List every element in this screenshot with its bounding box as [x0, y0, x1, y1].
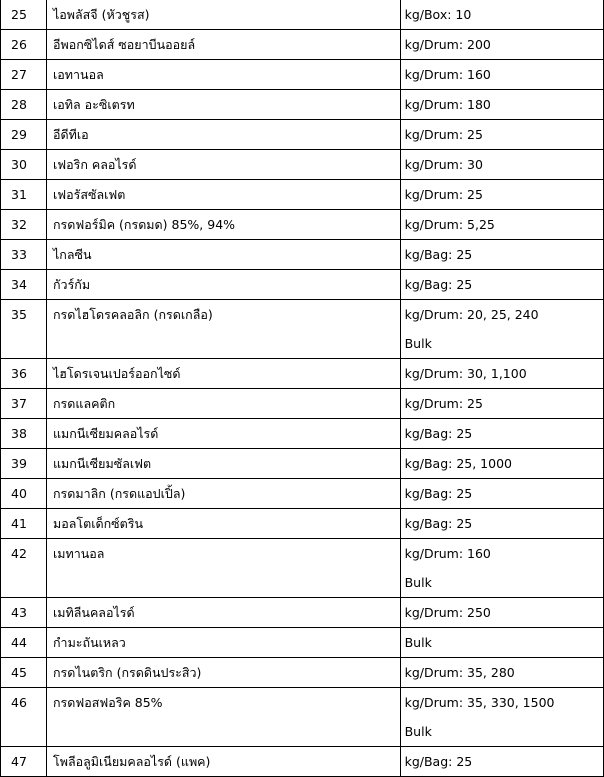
row-number: 31: [1, 180, 47, 210]
product-name: ไกลซีน: [46, 240, 400, 270]
packaging-cell: [400, 120, 603, 150]
table-row: [1, 60, 604, 90]
packaging-line: kg/Bag: 25: [404, 426, 473, 441]
product-name: เอทานอล: [46, 60, 400, 90]
packaging-cell: [400, 60, 603, 90]
table-row: [1, 270, 604, 300]
product-name: กรดแลคติก: [46, 389, 400, 419]
row-number: 43: [1, 598, 47, 628]
packaging-cell: [400, 180, 603, 210]
product-name: ไอพลัสจี (หัวชูรส): [46, 0, 400, 30]
row-number: 26: [1, 30, 47, 60]
product-name: มอลโตเด็กซ์ตริน: [46, 509, 400, 539]
row-number: 36: [1, 359, 47, 389]
packaging-cell: [400, 479, 603, 509]
product-name: เมทานอล: [46, 539, 400, 598]
packaging-cell: [400, 509, 603, 539]
row-number: 47: [1, 747, 47, 777]
packaging-cell: [400, 389, 603, 419]
row-number: 40: [1, 479, 47, 509]
table-row: [1, 180, 604, 210]
packaging-line: kg/Drum: 5,25: [404, 217, 495, 232]
row-number: 30: [1, 150, 47, 180]
packaging-line: kg/Bag: 25: [404, 516, 473, 531]
packaging-line: kg/Bag: 25: [404, 277, 473, 292]
packaging-line: kg/Drum: 20, 25, 240: [404, 307, 539, 322]
product-name: แมกนีเซียมซัลเฟต: [46, 449, 400, 479]
packaging-line: kg/Drum: 160: [404, 546, 491, 561]
row-number: 25: [1, 0, 47, 30]
product-name: กำมะถันเหลว: [46, 628, 400, 658]
row-number: 45: [1, 658, 47, 688]
product-name: อีดีทีเอ: [46, 120, 400, 150]
packaging-line: kg/Drum: 35, 280: [404, 665, 515, 680]
table-row: [1, 120, 604, 150]
packaging-line: kg/Bag: 25, 1000: [404, 456, 512, 471]
packaging-line: kg/Drum: 35, 330, 1500: [404, 695, 555, 710]
product-name: ไฮโดรเจนเปอร์ออกไซด์: [46, 359, 400, 389]
table-row: [1, 688, 604, 747]
table-row: [1, 479, 604, 509]
row-number: 46: [1, 688, 47, 747]
product-name: แมกนีเซียมคลอไรด์: [46, 419, 400, 449]
packaging-line: kg/Box: 10: [404, 7, 472, 22]
packaging-cell: [400, 539, 603, 598]
packaging-line: Bulk: [404, 724, 432, 739]
product-table-body: [1, 0, 604, 777]
product-name: กัวร์กัม: [46, 270, 400, 300]
row-number: 37: [1, 389, 47, 419]
row-number: 42: [1, 539, 47, 598]
row-number: 35: [1, 300, 47, 359]
packaging-cell: [400, 90, 603, 120]
table-row: [1, 539, 604, 598]
product-name: เมทิลีนคลอไรด์: [46, 598, 400, 628]
table-row: [1, 747, 604, 777]
table-row: [1, 359, 604, 389]
packaging-line: Bulk: [404, 635, 432, 650]
row-number: 33: [1, 240, 47, 270]
packaging-line: kg/Bag: 25: [404, 754, 473, 769]
table-row: [1, 509, 604, 539]
row-number: 28: [1, 90, 47, 120]
row-number: 29: [1, 120, 47, 150]
packaging-cell: [400, 598, 603, 628]
product-name: กรดฟอร์มิค (กรดมด) 85%, 94%: [46, 210, 400, 240]
table-row: [1, 210, 604, 240]
packaging-line: Bulk: [404, 336, 432, 351]
packaging-line: kg/Bag: 25: [404, 486, 473, 501]
packaging-line: kg/Drum: 200: [404, 37, 491, 52]
product-name: โพลีอลูมิเนียมคลอไรด์ (แพค): [46, 747, 400, 777]
product-name: เอทิล อะซิเตรท: [46, 90, 400, 120]
table-row: [1, 658, 604, 688]
row-number: 27: [1, 60, 47, 90]
packaging-cell: [400, 359, 603, 389]
packaging-line: kg/Drum: 180: [404, 97, 491, 112]
product-name: กรดไฮโดรคลอลิก (กรดเกลือ): [46, 300, 400, 359]
table-row: [1, 150, 604, 180]
packaging-line: kg/Drum: 30, 1,100: [404, 366, 527, 381]
packaging-cell: [400, 688, 603, 747]
product-name: เฟอรัสซัลเฟต: [46, 180, 400, 210]
table-row: [1, 628, 604, 658]
table-row: [1, 419, 604, 449]
row-number: 44: [1, 628, 47, 658]
packaging-line: kg/Drum: 160: [404, 67, 491, 82]
packaging-cell: [400, 150, 603, 180]
packaging-cell: [400, 240, 603, 270]
table-row: [1, 389, 604, 419]
table-row: [1, 90, 604, 120]
packaging-cell: [400, 300, 603, 359]
table-row: [1, 449, 604, 479]
row-number: 41: [1, 509, 47, 539]
packaging-line: kg/Drum: 25: [404, 127, 483, 142]
packaging-cell: [400, 747, 603, 777]
product-name: กรดไนตริก (กรดดินประสิว): [46, 658, 400, 688]
packaging-cell: [400, 270, 603, 300]
product-name: อีพอกซิไดส์ ซอยาบีนออยล์: [46, 30, 400, 60]
packaging-cell: [400, 30, 603, 60]
packaging-line: kg/Drum: 25: [404, 396, 483, 411]
product-name: เฟอริก คลอไรด์: [46, 150, 400, 180]
packaging-line: kg/Bag: 25: [404, 247, 473, 262]
packaging-cell: [400, 658, 603, 688]
product-name: กรดมาลิก (กรดแอปเปิ้ล): [46, 479, 400, 509]
packaging-cell: [400, 419, 603, 449]
row-number: 38: [1, 419, 47, 449]
packaging-line: Bulk: [404, 575, 432, 590]
packaging-cell: [400, 210, 603, 240]
packaging-cell: [400, 449, 603, 479]
packaging-line: kg/Drum: 30: [404, 157, 483, 172]
table-row: [1, 0, 604, 30]
table-row: [1, 300, 604, 359]
packaging-line: kg/Drum: 25: [404, 187, 483, 202]
product-name: กรดฟอสฟอริค 85%: [46, 688, 400, 747]
row-number: 32: [1, 210, 47, 240]
row-number: 34: [1, 270, 47, 300]
packaging-cell: [400, 628, 603, 658]
table-row: [1, 598, 604, 628]
packaging-line: kg/Drum: 250: [404, 605, 491, 620]
table-row: [1, 240, 604, 270]
row-number: 39: [1, 449, 47, 479]
packaging-cell: [400, 0, 603, 30]
table-row: [1, 30, 604, 60]
